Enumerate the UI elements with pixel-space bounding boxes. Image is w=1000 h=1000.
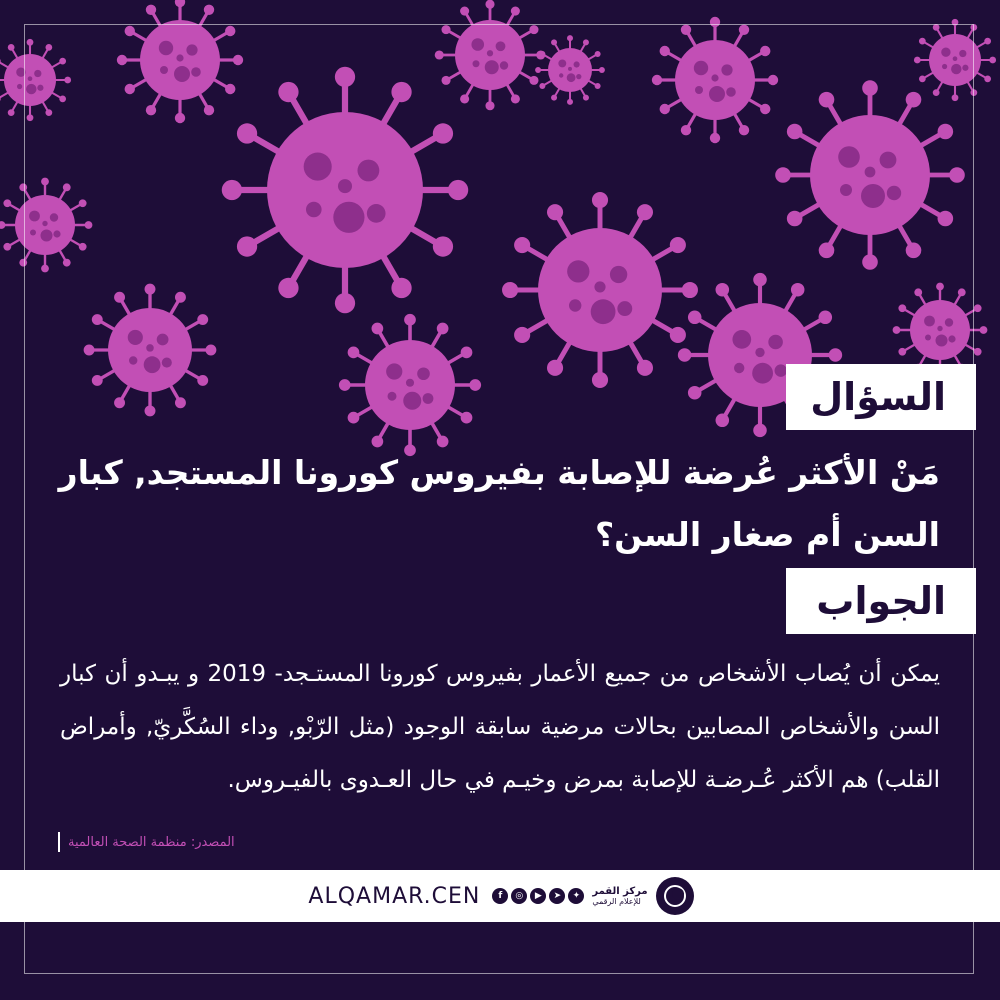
source-divider (58, 832, 60, 852)
telegram-icon[interactable]: ➤ (549, 888, 565, 904)
answer-label: الجواب (786, 568, 976, 634)
instagram-icon[interactable]: ◎ (511, 888, 527, 904)
footer-bar (0, 870, 1000, 922)
facebook-icon[interactable]: f (492, 888, 508, 904)
question-label: السؤال (786, 364, 976, 430)
source-credit (58, 832, 235, 852)
answer-text: يمكن أن يُصاب الأشخاص من جميع الأعمار بفيروس كورونا المستـجد- 2019 و يبـدو أن كبار السن والأشخاص المصابين بحالات مرضية سابقة الوجود (مثل الرّبْو, وداء السُكَّريّ, وأمراض القلب) هم الأكثر عُـرضـة للإصابة بمرض وخيـم في حال العـدوى بالفيـروس. (60, 661, 940, 793)
twitter-icon[interactable]: ✦ (568, 888, 584, 904)
brand-text (592, 886, 647, 906)
youtube-icon[interactable]: ▶ (530, 888, 546, 904)
footer-handle[interactable]: ALQAMAR.CEN (308, 883, 481, 909)
brand-line1: مركز القمر (592, 886, 648, 897)
social-icons (492, 888, 584, 904)
brand-logo-icon (656, 877, 694, 915)
source-text: المصدر: منظمة الصحة العالمية (68, 834, 235, 850)
brand-line2: للإعلام الرقمي (592, 897, 641, 906)
question-text: مَنْ الأكثر عُرضة للإصابة بفيروس كورونا المستجد, كبار السن أم صغار السن؟ (58, 453, 940, 554)
